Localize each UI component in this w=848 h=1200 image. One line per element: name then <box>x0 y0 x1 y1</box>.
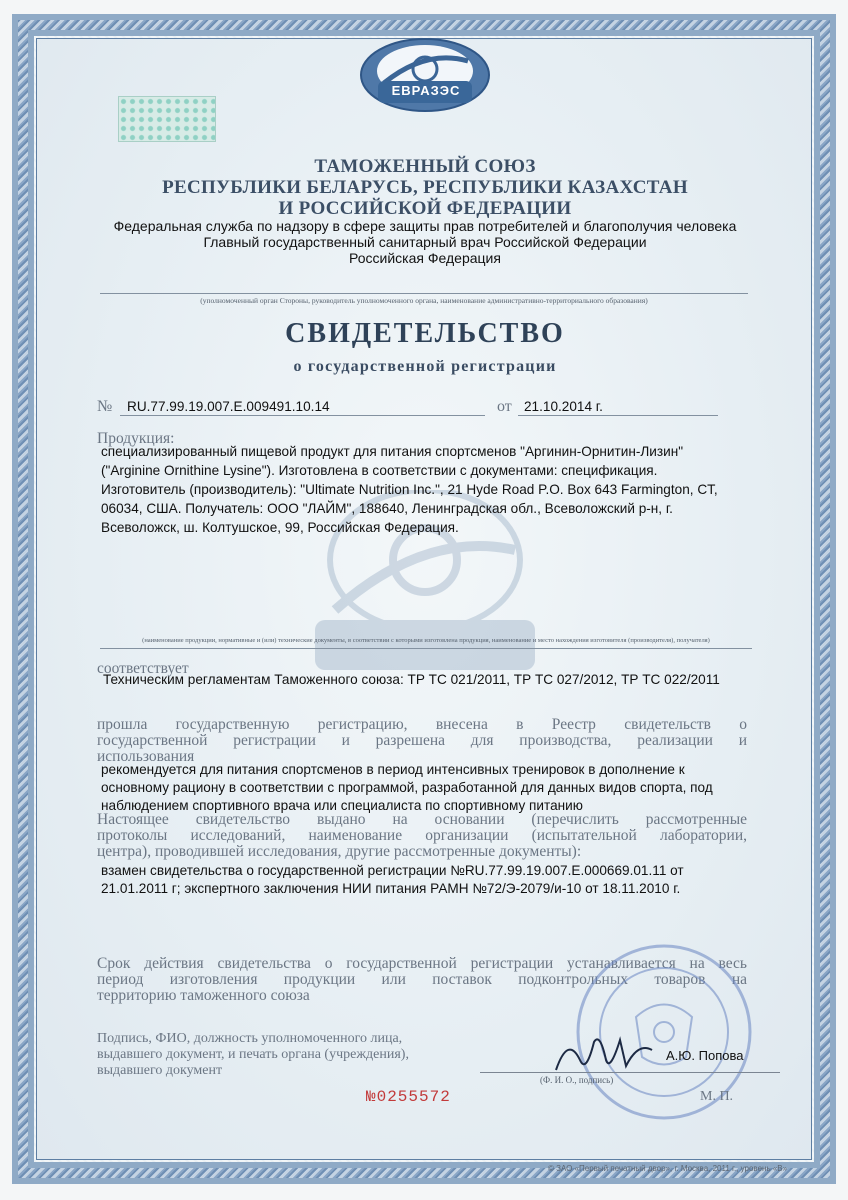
signatory-name: А.Ю. Попова <box>666 1048 744 1063</box>
product-line-1: специализированный пищевой продукт для питания спортсменов "Аргинин-Орнитин-Лизин" <box>101 444 684 459</box>
signature-label-2: выдавшего документ, и печать органа (учреждения), <box>97 1047 409 1062</box>
number-underline <box>120 415 485 416</box>
signature-label-3: выдавшего документ <box>97 1063 223 1078</box>
product-line-3: Изготовитель (производитель): "Ultimate Nutrition Inc.", 21 Hyde Road P.O. Box 643 Farmington, CT, <box>101 482 718 497</box>
authority-caption: (уполномоченный орган Стороны, руководитель уполномоченного органа, наименование административно-территориального образования) <box>200 296 648 305</box>
registered-line-3: использования <box>97 748 195 765</box>
form-serial-number: №0255572 <box>366 1088 451 1106</box>
header-line-2: РЕСПУБЛИКИ БЕЛАРУСЬ, РЕСПУБЛИКИ КАЗАХСТАН <box>162 177 688 198</box>
conformity-value: Техническим регламентам Таможенного союза: ТР ТС 021/2011, ТР ТС 027/2012, ТР ТС 022/2011 <box>103 672 720 687</box>
number-label: № <box>97 398 113 415</box>
usage-line-2: основному рациону в соответствии с программой, разработанной для данных видов спорта, под <box>101 780 713 795</box>
usage-line-1: рекомендуется для питания спортсменов в период интенсивных тренировок в дополнение к <box>101 762 685 777</box>
basis-line-3: центра), проводившей исследования, другие рассмотренные документы): <box>97 843 582 860</box>
signature-label-1: Подпись, ФИО, должность уполномоченного лица, <box>97 1031 403 1046</box>
product-underline <box>100 648 752 649</box>
registration-date: 21.10.2014 г. <box>524 399 603 414</box>
stamp-place-label: М. П. <box>700 1089 734 1104</box>
product-line-4: 06034, США. Получатель: ООО "ЛАЙМ", 188640, Ленинградская обл., Всеволожский р-н, г. <box>101 501 673 516</box>
basis-value-1: взамен свидетельства о государственной регистрации №RU.77.99.19.007.Е.000669.01.11 от <box>101 863 684 878</box>
header-line-3: И РОССИЙСКОЙ ФЕДЕРАЦИИ <box>278 198 572 219</box>
product-line-2: ("Arginine Ornithine Lysine"). Изготовлена в соответствии с документами: спецификация. <box>101 463 658 478</box>
usage-line-3: наблюдением спортивного врача или специалиста по спортивному питанию <box>101 798 583 813</box>
validity-line-3: территорию таможенного союза <box>97 987 310 1004</box>
printer-credit: © ЗАО «Первый печатный двор», г. Москва, 2011 г., уровень «В» <box>548 1164 788 1173</box>
product-line-5: Всеволожск, ш. Колтушское, 99, Российская Федерация. <box>101 520 459 535</box>
date-underline <box>518 415 718 416</box>
signature-underline <box>480 1072 780 1073</box>
registered-line-1: прошла государственную регистрацию, внесена в Реестр свидетельств о <box>97 716 747 733</box>
product-caption: (наименование продукции, нормативные и (или) технические документы, в соответствии с которыми изготовлена продукция, наименование и место нахождения изготовителя (производителя), получателя) <box>142 637 710 644</box>
product-label: Продукция: <box>97 430 175 447</box>
signature-caption: (Ф. И. О., подпись) <box>540 1075 614 1085</box>
authority-line-1: Федеральная служба по надзору в сфере защиты прав потребителей и благополучия человека <box>113 218 737 234</box>
basis-line-2: протоколы исследований, наименование организации (испытательной лаборатории, <box>97 827 747 844</box>
date-label: от <box>497 398 512 415</box>
eurasec-emblem-icon <box>356 35 494 115</box>
emblem-label: ЕВРАЗЭС <box>391 83 461 98</box>
header-line-1: ТАМОЖЕННЫЙ СОЮЗ <box>314 156 536 177</box>
validity-line-2: период изготовления продукции или поставок подконтрольных товаров на <box>97 971 747 988</box>
hologram-sticker <box>118 96 216 142</box>
registration-number: RU.77.99.19.007.E.009491.10.14 <box>127 399 330 414</box>
authority-line-3: Российская Федерация <box>349 250 501 266</box>
authority-underline <box>100 293 748 294</box>
basis-line-1: Настоящее свидетельство выдано на основании (перечислить рассмотренные <box>97 811 747 828</box>
registered-line-2: государственной регистрации и разрешена для производства, реализации и <box>97 732 747 749</box>
document-subtitle: о государственной регистрации <box>293 358 557 375</box>
conformity-label: соответствует <box>97 660 189 677</box>
validity-line-1: Срок действия свидетельства о государственной регистрации устанавливается на весь <box>97 955 747 972</box>
basis-value-2: 21.01.2011 г; экспертного заключения НИИ питания РАМН №72/Э-2079/и-10 от 18.11.2010 г. <box>101 881 681 896</box>
document-title: СВИДЕТЕЛЬСТВО <box>285 318 565 349</box>
authority-line-2: Главный государственный санитарный врач Российской Федерации <box>203 234 647 250</box>
